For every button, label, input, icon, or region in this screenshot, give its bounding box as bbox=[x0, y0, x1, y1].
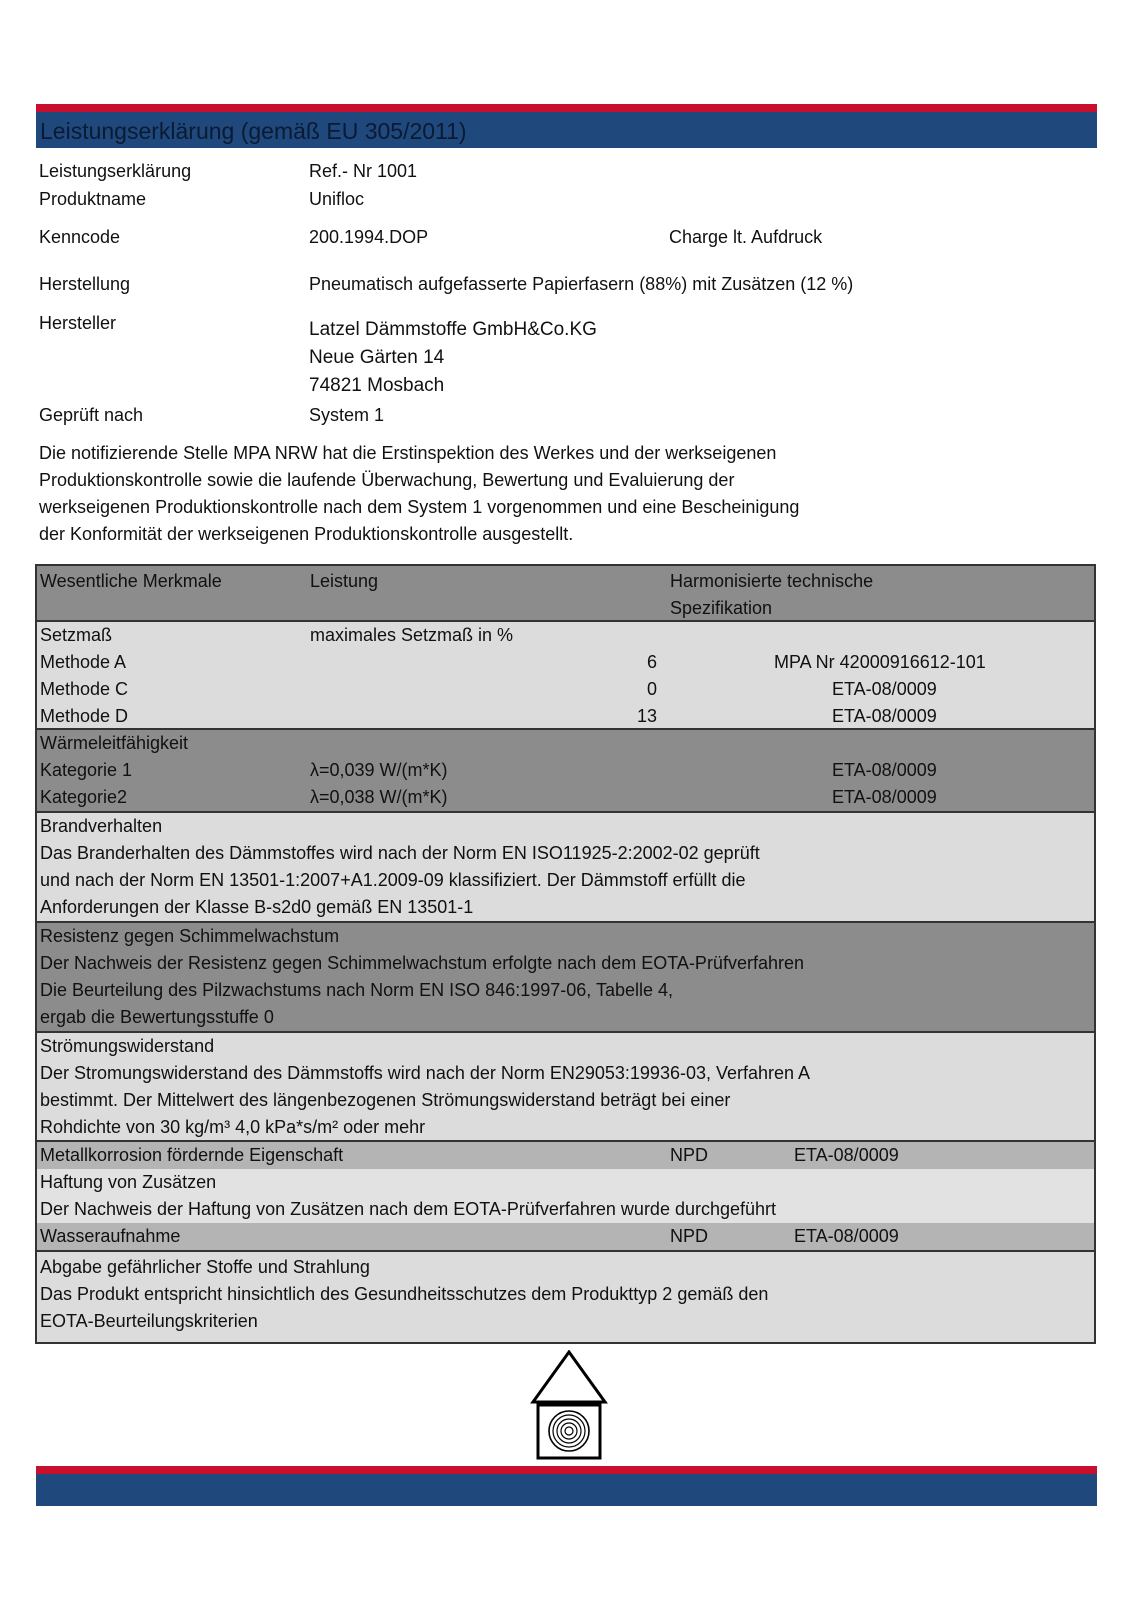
info-value-product: Unifloc bbox=[309, 189, 365, 209]
setzmass-value-a: 6 bbox=[646, 652, 657, 672]
metall-label: Metallkorrosion fördernde Eigenschaft bbox=[40, 1145, 344, 1165]
header-merkmale: Wesentliche Merkmale bbox=[40, 571, 222, 591]
metall-spec: ETA-08/0009 bbox=[794, 1145, 899, 1165]
bottom-blue-bar bbox=[36, 1474, 1097, 1506]
wasser-value: NPD bbox=[670, 1226, 709, 1246]
info-label-ref: Leistungserklärung bbox=[39, 161, 192, 181]
setzmass-spec-a: MPA Nr 42000916612-101 bbox=[774, 652, 986, 672]
setzmass-leistung: maximales Setzmaß in % bbox=[310, 625, 514, 645]
stroemung-line-2: bestimmt. Der Mittelwert des längenbezogenen Strömungswiderstand beträgt bei einer bbox=[40, 1090, 731, 1110]
metall-value: NPD bbox=[670, 1145, 709, 1165]
paragraph-line-4: der Konformität der werkseigenen Produktionskontrolle ausgestellt. bbox=[39, 524, 574, 544]
info-label-herstellung: Herstellung bbox=[39, 274, 131, 294]
table-row: Methode A bbox=[40, 652, 127, 672]
table-row: Kategorie 1 bbox=[40, 760, 133, 780]
haftung-label: Haftung von Zusätzen bbox=[40, 1172, 217, 1192]
properties-table bbox=[35, 564, 1096, 1344]
table-row: Methode D bbox=[40, 706, 129, 726]
schimmel-line-3: ergab die Bewertungsstuffe 0 bbox=[40, 1007, 274, 1027]
waerme-value-2: λ=0,038 W/(m*K) bbox=[310, 787, 448, 807]
paragraph-line-3: werkseigenen Produktionskontrolle nach dem System 1 vorgenommen und eine Bescheinigung bbox=[39, 497, 800, 517]
setzmass-label: Setzmaß bbox=[40, 625, 113, 645]
table-row: Methode C bbox=[40, 679, 129, 699]
paragraph-line-1: Die notifizierende Stelle MPA NRW hat die Erstinspektion des Werkes und der werkseigenen bbox=[39, 443, 777, 463]
brand-line-1: Das Branderhalten des Dämmstoffes wird nach der Norm EN ISO11925-2:2002-02 geprüft bbox=[40, 843, 760, 863]
table-header bbox=[37, 566, 1094, 622]
section-stroemung bbox=[37, 1033, 1094, 1142]
brand-line-2: und nach der Norm EN 13501-1:2007+A1.2009-09 klassifiziert. Der Dämmstoff erfüllt die bbox=[40, 870, 746, 890]
paragraph-line-2: Produktionskontrolle sowie die laufende Überwachung, Bewertung und Evaluierung der bbox=[39, 470, 735, 490]
haftung-line-1: Der Nachweis der Haftung von Zusätzen nach dem EOTA-Prüfverfahren wurde durchgeführt bbox=[40, 1199, 777, 1219]
section-abgabe bbox=[37, 1252, 1094, 1342]
stroemung-label: Strömungswiderstand bbox=[40, 1036, 215, 1056]
abgabe-line-2: EOTA-Beurteilungskriterien bbox=[40, 1311, 258, 1331]
stroemung-line-3: Rohdichte von 30 kg/m³ 4,0 kPa*s/m² oder mehr bbox=[40, 1117, 426, 1137]
setzmass-spec-d: ETA-08/0009 bbox=[832, 706, 937, 726]
info-label-hersteller: Hersteller bbox=[39, 313, 117, 333]
info-value-kenncode: 200.1994.DOP bbox=[309, 227, 429, 247]
info-value-geprueft: System 1 bbox=[309, 405, 385, 425]
info-label-geprueft: Geprüft nach bbox=[39, 405, 144, 425]
waerme-label: Wärmeleitfähigkeit bbox=[40, 733, 189, 753]
top-red-bar bbox=[36, 104, 1097, 112]
bottom-red-bar bbox=[36, 1466, 1097, 1474]
section-wasser bbox=[37, 1223, 1094, 1252]
section-brand bbox=[37, 813, 1094, 923]
header-spec-1: Harmonisierte technische bbox=[670, 571, 874, 591]
section-haftung bbox=[37, 1169, 1094, 1223]
section-setzmass bbox=[37, 622, 1094, 730]
abgabe-label: Abgabe gefährlicher Stoffe und Strahlung bbox=[40, 1257, 370, 1277]
info-value-ref: Ref.- Nr 1001 bbox=[309, 161, 418, 181]
schimmel-line-2: Die Beurteilung des Pilzwachstums nach Norm EN ISO 846:1997-06, Tabelle 4, bbox=[40, 980, 673, 1000]
setzmass-value-c: 0 bbox=[646, 679, 657, 699]
wasser-label: Wasseraufnahme bbox=[40, 1226, 181, 1246]
info-value-herstellung: Pneumatisch aufgefasserte Papierfasern (88%) mit Zusätzen (12 %) bbox=[309, 274, 854, 294]
waerme-value-1: λ=0,039 W/(m*K) bbox=[310, 760, 448, 780]
waerme-spec-1: ETA-08/0009 bbox=[832, 760, 937, 780]
info-label-kenncode: Kenncode bbox=[39, 227, 121, 247]
section-metall bbox=[37, 1142, 1094, 1169]
brand-label: Brandverhalten bbox=[40, 816, 163, 836]
house-logo-icon bbox=[530, 1350, 608, 1460]
schimmel-line-1: Der Nachweis der Resistenz gegen Schimmelwachstum erfolgte nach dem EOTA-Prüfverfahren bbox=[40, 953, 804, 973]
address-line-1: Latzel Dämmstoffe GmbH&Co.KG bbox=[309, 319, 597, 340]
info-value-charge: Charge lt. Aufdruck bbox=[669, 227, 823, 247]
wasser-spec: ETA-08/0009 bbox=[794, 1226, 899, 1246]
page-title: Leistungserklärung (gemäß EU 305/2011) bbox=[40, 118, 467, 144]
header-spec-2: Spezifikation bbox=[670, 598, 773, 618]
address-line-2: Neue Gärten 14 bbox=[309, 347, 445, 368]
section-schimmel bbox=[37, 923, 1094, 1033]
waerme-spec-2: ETA-08/0009 bbox=[832, 787, 937, 807]
setzmass-value-d: 13 bbox=[636, 706, 657, 726]
address-line-3: 74821 Mosbach bbox=[309, 375, 445, 396]
schimmel-label: Resistenz gegen Schimmelwachstum bbox=[40, 926, 340, 946]
stroemung-line-1: Der Stromungswiderstand des Dämmstoffs wird nach der Norm EN29053:19936-03, Verfahren A bbox=[40, 1063, 811, 1083]
header-leistung: Leistung bbox=[310, 571, 379, 591]
section-waerme bbox=[37, 730, 1094, 813]
abgabe-line-1: Das Produkt entspricht hinsichtlich des Gesundheitsschutzes dem Produkttyp 2 gemäß den bbox=[40, 1284, 769, 1304]
setzmass-spec-c: ETA-08/0009 bbox=[832, 679, 937, 699]
table-row: Kategorie2 bbox=[40, 787, 128, 807]
brand-line-3: Anforderungen der Klasse B-s2d0 gemäß EN 13501-1 bbox=[40, 897, 474, 917]
info-label-product: Produktname bbox=[39, 189, 147, 209]
